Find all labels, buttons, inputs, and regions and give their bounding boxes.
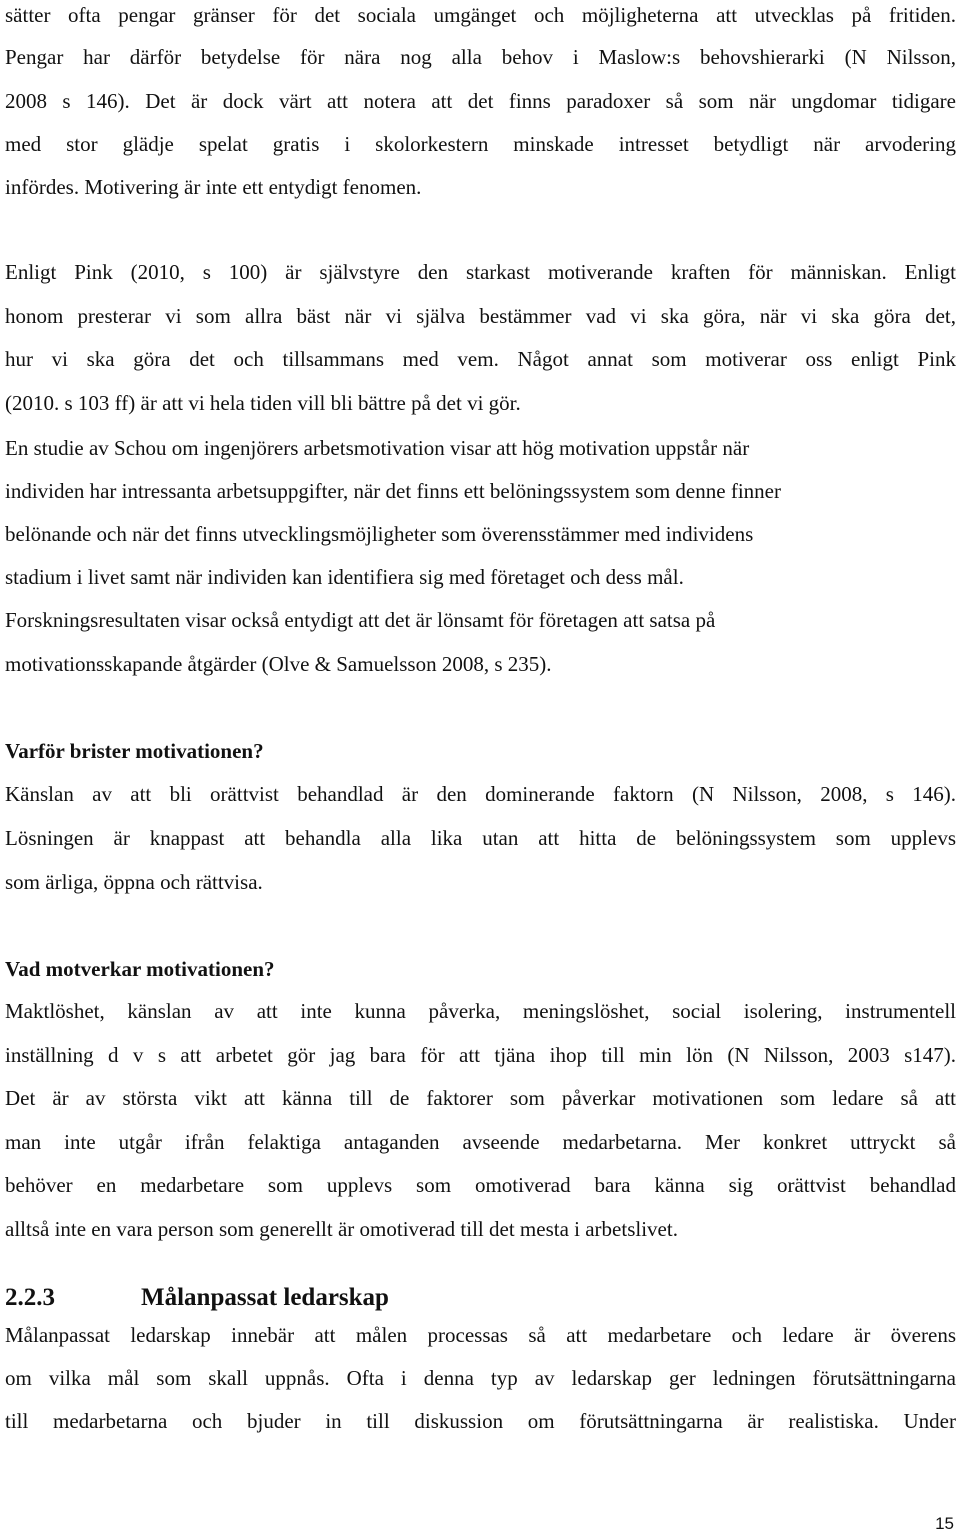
text-line: behöver en medarbetare som upplevs som omotiverad bara känna sig orättvist behandlad [5, 1173, 956, 1197]
text-line: individen har intressanta arbetsuppgifter, när det finns ett belöningssystem som denne finner [5, 479, 781, 503]
text-line: inställning d v s att arbetet gör jag bara för att tjäna ihop till min lön (N Nilsson, 2003 s147). [5, 1043, 956, 1067]
text-line: alltså inte en vara person som generellt är omotiverad till det mesta i arbetslivet. [5, 1217, 678, 1241]
text-line: hur vi ska göra det och tillsammans med vem. Något annat som motiverar oss enligt Pink [5, 347, 956, 371]
subheading: Vad motverkar motivationen? [5, 957, 275, 981]
text-line: infördes. Motivering är inte ett entydigt fenomen. [5, 175, 422, 199]
text-line: Enligt Pink (2010, s 100) är självstyre den starkast motiverande kraften för människan. Enligt [5, 260, 956, 284]
text-line: Målanpassat ledarskap innebär att målen processas så att medarbetare och ledare är överens [5, 1323, 956, 1347]
text-line: En studie av Schou om ingenjörers arbetsmotivation visar att hög motivation uppstår när [5, 436, 750, 460]
text-line: Pengar har därför betydelse för nära nog alla behov i Maslow:s behovshierarki (N Nilsson, [5, 45, 956, 69]
text-line: (2010. s 103 ff) är att vi hela tiden vill bli bättre på det vi gör. [5, 391, 521, 415]
text-line: sätter ofta pengar gränser för det sociala umgänget och möjligheterna att utvecklas på fritiden. [5, 3, 956, 27]
text-line: motivationsskapande åtgärder (Olve & Samuelsson 2008, s 235). [5, 652, 552, 676]
text-line: stadium i livet samt när individen kan identifiera sig med företaget och dess mål. [5, 565, 684, 589]
text-line: som ärliga, öppna och rättvisa. [5, 870, 263, 894]
text-line: Lösningen är knappast att behandla alla lika utan att hitta de belöningssystem som upplevs [5, 826, 956, 850]
subheading: Varför brister motivationen? [5, 739, 264, 763]
text-line: belönande och när det finns utvecklingsmöjligheter som överensstämmer med individens [5, 522, 754, 546]
text-line: honom presterar vi som allra bäst när vi själva bestämmer vad vi ska göra, när vi ska göra det, [5, 304, 956, 328]
text-line: Maktlöshet, känslan av att inte kunna påverka, meningslöshet, social isolering, instrumentell [5, 999, 956, 1023]
text-line: man inte utgår ifrån felaktiga antaganden avseende medarbetarna. Mer konkret uttryckt så [5, 1130, 956, 1154]
text-line: till medarbetarna och bjuder in till diskussion om förutsättningarna är realistiska. Under [5, 1409, 956, 1433]
text-line: 2008 s 146). Det är dock värt att notera att det finns paradoxer så som när ungdomar tidigare [5, 89, 956, 113]
page-number: 15 [935, 1514, 954, 1533]
text-line: med stor glädje spelat gratis i skolorkestern minskade intresset betydligt när arvodering [5, 132, 956, 156]
section-heading [5, 1283, 389, 1313]
text-line: Känslan av att bli orättvist behandlad är den dominerande faktorn (N Nilsson, 2008, s 146). [5, 782, 956, 806]
text-line: Det är av största vikt att känna till de faktorer som påverkar motivationen som ledare så att [5, 1086, 956, 1110]
section-title: Målanpassat ledarskap [141, 1284, 389, 1311]
text-line: om vilka mål som skall uppnås. Ofta i denna typ av ledarskap ger ledningen förutsättningarna [5, 1366, 956, 1390]
section-number: 2.2.3 [5, 1284, 55, 1311]
text-line: Forskningsresultaten visar också entydigt att det är lönsamt för företagen att satsa på [5, 608, 716, 632]
